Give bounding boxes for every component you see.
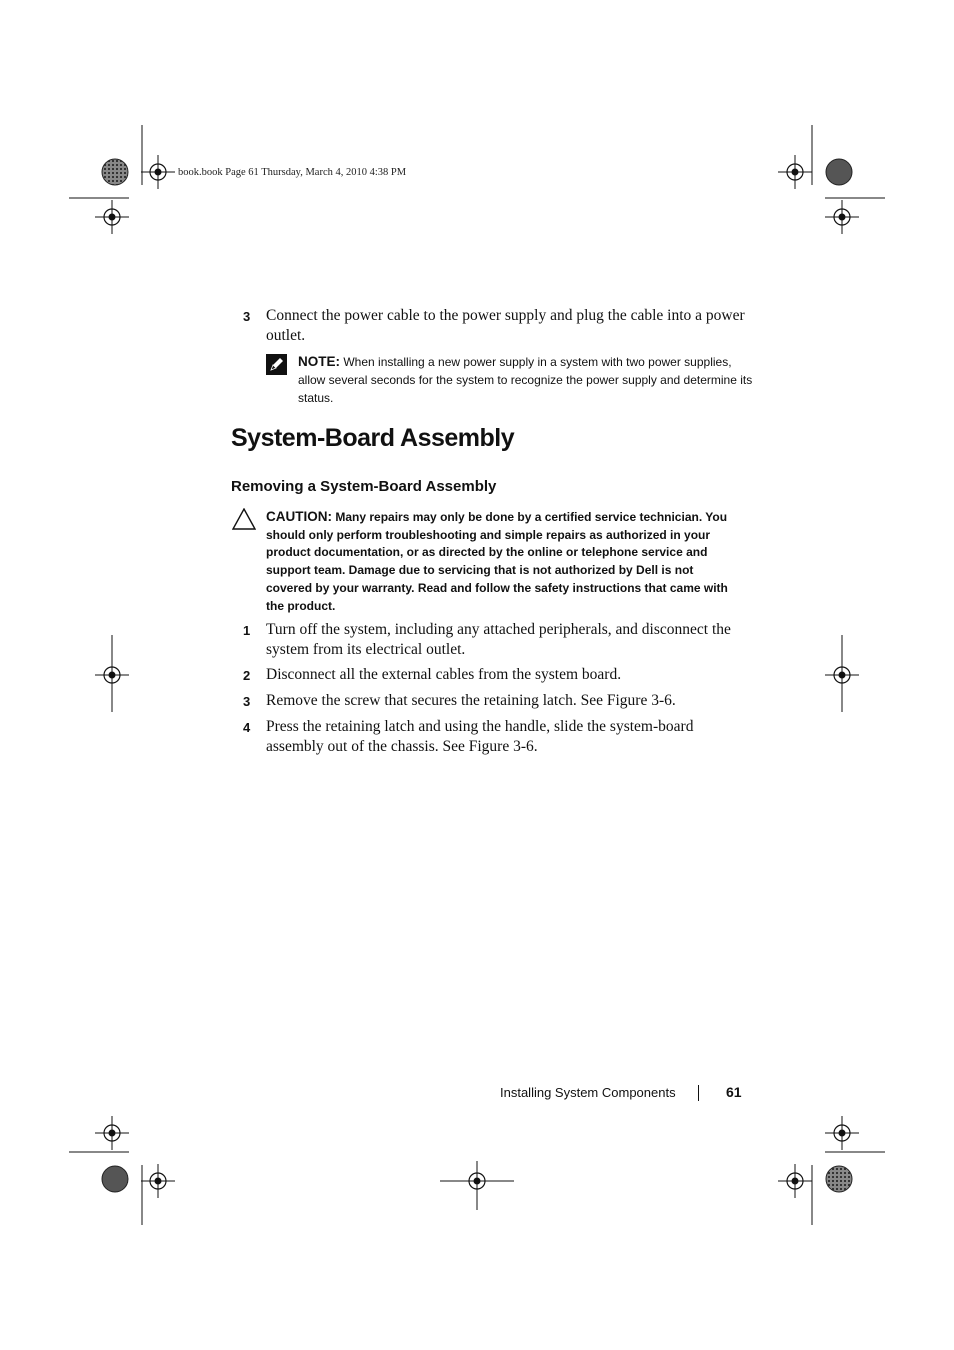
step-number: 3	[243, 309, 251, 324]
page-number: 61	[726, 1084, 742, 1100]
footer-chapter-title: Installing System Components	[500, 1085, 676, 1100]
caution-body	[266, 508, 736, 615]
note-text: When installing a new power supply in a system with two power supplies, allow several seconds for the system to recognize the power supply and determine its status.	[298, 355, 753, 405]
pencil-note-icon	[266, 354, 287, 375]
step-text: Disconnect all the external cables from the system board.	[266, 666, 622, 683]
step-number: 2	[243, 668, 251, 683]
footer-divider	[698, 1085, 699, 1101]
step-number: 1	[243, 623, 251, 638]
step-text: Turn off the system, including any attached peripherals, and disconnect the system from its electrical outlet.	[266, 621, 731, 658]
note-label: NOTE:	[298, 354, 340, 369]
step-text: Connect the power cable to the power supply and plug the cable into a power outlet.	[266, 307, 745, 344]
note-body	[298, 353, 758, 407]
print-slug: book.book Page 61 Thursday, March 4, 2010 4:38 PM	[178, 167, 407, 178]
step-number: 3	[243, 694, 251, 709]
step-number: 4	[243, 720, 251, 735]
warning-triangle-icon	[232, 508, 256, 530]
subsection-title: Removing a System-Board Assembly	[231, 478, 497, 495]
step-text: Press the retaining latch and using the handle, slide the system-board assembly out of the chassis. See Figure 3-6.	[266, 718, 694, 755]
caution-text: Many repairs may only be done by a certified service technician. You should only perform troubleshooting and simple repairs as authorized in your product documentation, or as directed by the online or telephone service and support team. Damage due to servicing that is not authorized by Dell is not covered by your warranty. Read and follow the safety instructions that came with the product.	[266, 510, 728, 613]
section-title: System-Board Assembly	[231, 424, 515, 452]
caution-label: CAUTION:	[266, 509, 332, 524]
step-text: Remove the screw that secures the retaining latch. See Figure 3-6.	[266, 692, 676, 709]
